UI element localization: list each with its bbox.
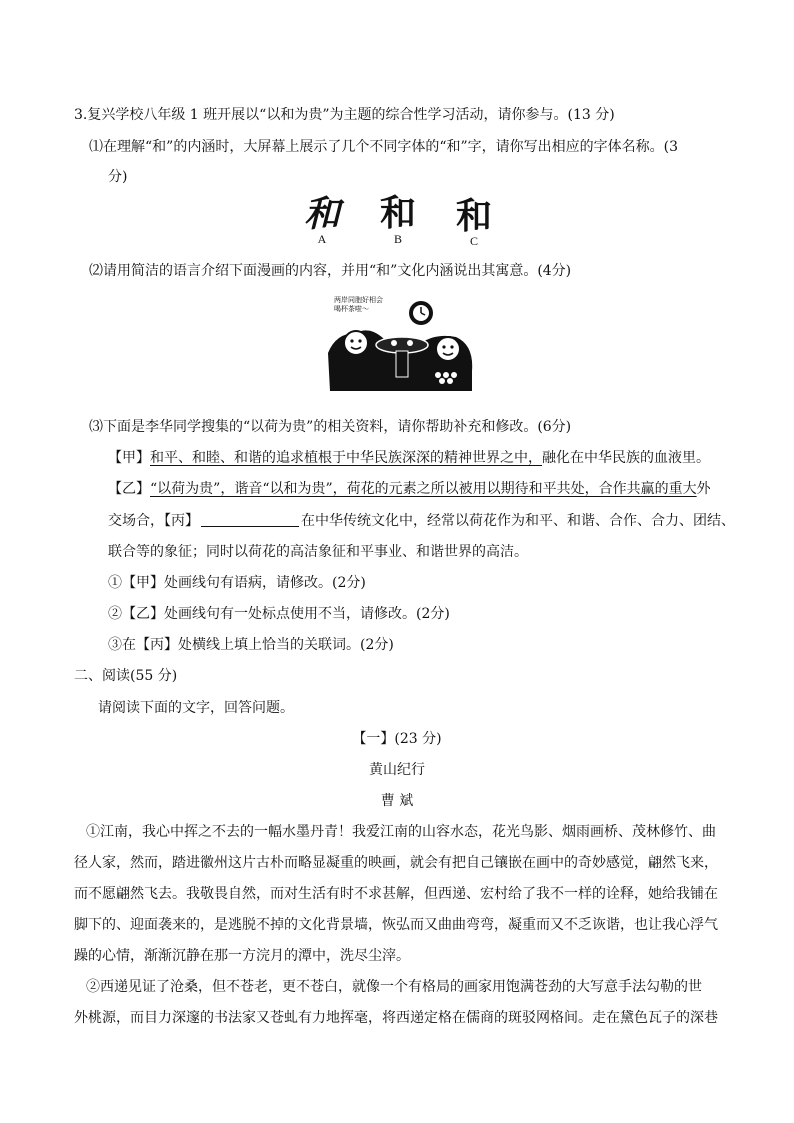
cartoon-caption-line2: 喝杯茶啦～ (334, 305, 369, 313)
subquestion-2: ⑵请用简洁的语言介绍下面漫画的内容，并用“和”文化内涵说出其寓意。(4分) (89, 263, 572, 279)
para1-line2: 径人家，然而，踏进徽州这片古朴而略显凝重的映画，就会有把自己镶嵌在画中的奇妙感觉，翩然飞来， (74, 855, 718, 871)
glyph-c-label: C (469, 234, 478, 248)
material-yi-underlined: “以荷为贵”，谐音“以和为贵”，荷花的元素之所以被用以期待和平共处，合作共赢的重大 (150, 481, 697, 497)
question-3-title: 3.复兴学校八年级 1 班开展以“以和为贵”为主题的综合性学习活动，请你参与。(13 分) (74, 107, 615, 123)
article-author: 曹 斌 (380, 793, 414, 809)
reading-instruction: 请阅读下面的文字，回答问题。 (98, 700, 294, 716)
sub-item-2: ②【乙】处画线句有一处标点使用不当，请修改。(2分) (108, 606, 450, 622)
material-yi-label: 【乙】 (108, 481, 150, 497)
article-title: 黄山纪行 (369, 762, 425, 778)
cartoon-caption-line1: 两岸同胞好相会 (334, 296, 383, 304)
material-yi (108, 478, 711, 498)
subquestion-1-line1: ⑴在理解“和”的内涵时，大屏幕上展示了几个不同字体的“和”字，请你写出相应的字体名称。(3 (89, 139, 678, 155)
material-line3-a: 交场合，【丙】 (108, 513, 199, 529)
para1-line1: ①江南，我心中挥之不去的一幅水墨丹青！我爱江南的山容水态，花光鸟影、烟雨画桥、茂林修竹、曲 (86, 824, 716, 840)
glyph-b-label: B (393, 232, 402, 246)
para1-line3: 而不愿翩然飞去。我敬畏自然，而对生活有时不求甚解，但西递、宏村给了我不一样的诠释，她给我铺在 (74, 886, 718, 902)
para1-line5: 躁的心情，渐渐沉静在那一方浣月的潭中，洗尽尘滓。 (74, 948, 410, 964)
material-jia-rest: 融化在中华民族的血液里。 (542, 450, 710, 466)
glyph-b-char: 和 (379, 193, 416, 234)
material-jia-underlined: 和平、和睦、和谐的追求植根于中华民族深深的精神世界之中， (150, 450, 542, 466)
material-line3 (108, 510, 735, 530)
material-line4: 联合等的象征；同时以荷花的高洁象征和平事业、和谐世界的高洁。 (108, 544, 528, 560)
cartoon-caption (334, 296, 383, 314)
para2-line1: ②西递见证了沧桑，但不苍老，更不苍白，就像一个有格局的画家用饱满苍劲的大写意手法勾勒的世 (86, 979, 702, 995)
para1-line4: 脚下的、迎面袭来的，是逃脱不掉的文化背景墙，恢弘而又曲曲弯弯，凝重而又不乏诙谐，也让我心浮气 (74, 917, 718, 933)
answer-blank[interactable] (201, 512, 299, 527)
material-jia-label: 【甲】 (108, 450, 150, 466)
glyph-b (376, 193, 420, 247)
part-label: 【一】(23 分) (352, 731, 442, 747)
cartoon-image (326, 293, 476, 393)
glyph-a-char: 和 (303, 193, 340, 235)
material-line3-b: 在中华传统文化中，经常以荷花作为和平、和谐、合作、合力、团结、 (301, 513, 735, 529)
subquestion-3: ⑶下面是李华同学搜集的“以荷为贵”的相关资料，请你帮助补充和修改。(6分) (89, 419, 572, 435)
material-yi-rest: 外 (696, 481, 711, 497)
material-jia (108, 447, 710, 467)
para2-line2: 外桃源，而目力深邃的书法家又苍虬有力地挥毫，将西递定格在儒商的斑驳网格间。走在黛色瓦子的深巷 (74, 1010, 718, 1026)
glyph-a (300, 193, 344, 247)
glyph-c (452, 195, 496, 249)
section-2-heading: 二、阅读(55 分) (74, 668, 178, 684)
glyph-a-label: A (317, 232, 327, 246)
glyph-c-char: 和 (455, 195, 492, 237)
sub-item-1: ①【甲】处画线句有语病，请修改。(2分) (108, 575, 366, 591)
sub-item-3: ③在【丙】处横线上填上恰当的关联词。(2分) (108, 637, 394, 653)
subquestion-1-line2: 分) (108, 169, 128, 185)
